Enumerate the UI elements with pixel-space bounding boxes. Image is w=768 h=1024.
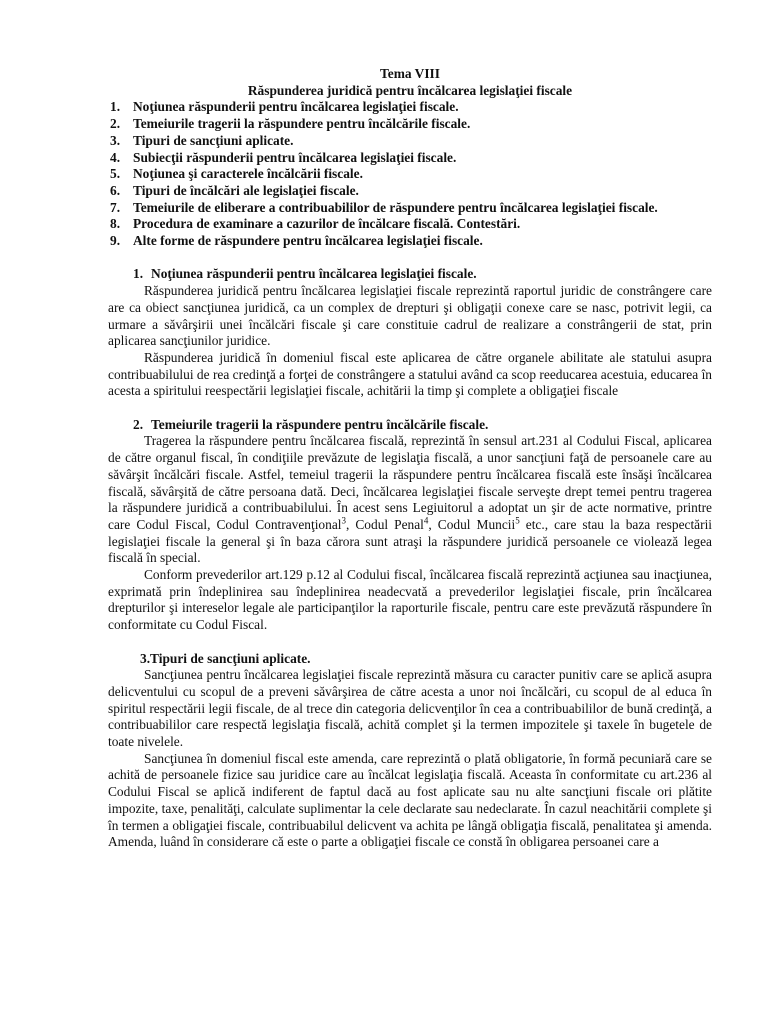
section-1-heading: [108, 266, 712, 283]
toc-item: [108, 133, 712, 150]
toc-item-number: 5.: [110, 166, 121, 182]
section-2-paragraph-1: [108, 433, 712, 567]
section-2-heading: [108, 417, 712, 434]
section-3-paragraph-1: Sancţiunea pentru încălcarea legislaţiei fiscale reprezintă măsura cu caracter punitiv care se aplică asupra delicventului cu scopul de a preveni săvârşirea de către acesta a unor noi încălcări, cu scopul de al educa în spiritul respectării legii fiscale, de al trece din categoria delicvenţilor în cea a contribuabililor de bună credinţă, a contribuabililor care respectă legislaţia fiscală, achită complet şi la termen impozitele şi taxele în bugetele de toate nivelele.: [108, 667, 712, 750]
toc-item-text: Subiecţii răspunderii pentru încălcarea legislaţiei fiscale.: [133, 149, 457, 165]
section-heading-text: Tipuri de sancţiuni aplicate.: [150, 650, 311, 666]
section-3-heading: [108, 651, 712, 668]
toc-item: [108, 183, 712, 200]
footnote-reference: 3: [341, 515, 346, 526]
toc-item-number: 9.: [110, 233, 121, 249]
toc-item-number: 6.: [110, 182, 121, 198]
paragraph-text: , Codul Muncii: [428, 516, 516, 532]
section-number: 2.: [133, 416, 144, 432]
toc-item-text: Tipuri de încălcări ale legislaţiei fiscale.: [133, 182, 359, 198]
section-number: 1.: [133, 266, 144, 282]
paragraph-text: , Codul Penal: [346, 516, 424, 532]
document-subtitle: Răspunderea juridică pentru încălcarea legislaţiei fiscale: [247, 82, 573, 98]
footnote-reference: 4: [423, 515, 429, 526]
toc-item: [108, 116, 712, 133]
topic-title: Tema VIII: [380, 66, 440, 81]
toc-item: [108, 233, 712, 250]
toc-item-text: Alte forme de răspundere pentru încălcarea legislaţiei fiscale.: [133, 233, 483, 249]
footnote-reference: 5: [515, 515, 520, 526]
toc-item: [108, 166, 712, 183]
toc-item-number: 1.: [110, 99, 121, 115]
section-heading-text: Noţiunea răspunderii pentru încălcarea legislaţiei fiscale.: [151, 266, 477, 282]
toc-item: [108, 216, 712, 233]
toc-item-text: Procedura de examinare a cazurilor de încălcare fiscală. Contestări.: [133, 216, 521, 232]
toc-item: [108, 150, 712, 167]
toc-item-text: Noţiunea răspunderii pentru încălcarea legislaţiei fiscale.: [133, 99, 459, 115]
section-number: 3.: [140, 650, 151, 666]
section-3-paragraph-2: Sancţiunea în domeniul fiscal este amenda, care reprezintă o plată obligatorie, în formă pecuniară care se achită de persoanele fizice sau juridice care au încălcat legislaţia fiscală. Aceasta în conformitate cu art.236 al Codului Fiscal se aplică indiferent de faptul dacă au fost aplicate sau nu alte sancţiuni fiscale ori plătite impozite, taxe, penalităţi, calculate suplimentar la cele declarate sau nedeclarate. În cazul neachitării complete şi în termen a obligaţiei fiscale, contribuabilul delicvent va achita pe lângă obligaţia fiscală, penalitatea şi amenda. Amenda, luând în considerare că este o parte a obligaţiei fiscale ce constă în obligarea persoanei care a: [108, 750, 712, 850]
paragraph-text: etc., care stau la baza respectării legislaţiei fiscale la general şi în baza cărora sunt atraşi la răspundere juridică persoanele ce violează legea fiscală în special.: [108, 516, 713, 566]
section-heading-text: Temeiurile tragerii la răspundere pentru încălcările fiscale.: [151, 416, 489, 432]
section-1-paragraph-2: Răspunderea juridică în domeniul fiscal este aplicarea de către organele abilitate ale statului asupra contribuabilului de rea credinţă a forţei de constrângere a statului având ca scop reeducarea acestuia, educarea în acesta a spiritului reespectării legislaţiei fiscale, achitării la timp şi complete a obligaţiei fiscale: [108, 349, 712, 399]
toc-item-number: 8.: [110, 216, 121, 232]
toc-item-number: 2.: [110, 116, 121, 132]
section-2-paragraph-2: Conform prevederilor art.129 p.12 al Codului fiscal, încălcarea fiscală reprezintă acţiunea sau inacţiunea, exprimată prin îndeplinirea sau îndeplinirea neadecvată a prevederilor legislaţiei fiscale, prin încălcarea drepturilor şi intereselor legale ale participanţilor la raporturile fiscale, pentru care este prevăzută răspundere în conformitate cu Codul Fiscal.: [108, 567, 712, 633]
toc-item-text: Temeiurile de eliberare a contribuabililor de răspundere pentru încălcarea legislaţiei fiscale.: [133, 199, 658, 215]
toc-item-text: Noţiunea şi caracterele încălcării fiscale.: [133, 166, 363, 182]
toc-item-text: Tipuri de sancţiuni aplicate.: [133, 132, 294, 148]
toc-item-text: Temeiurile tragerii la răspundere pentru încălcările fiscale.: [133, 116, 471, 132]
toc-item-number: 3.: [110, 132, 121, 148]
toc-item: [108, 99, 712, 116]
toc-item-number: 7.: [110, 199, 121, 215]
table-of-contents: [108, 99, 712, 249]
paragraph-text: Tragerea la răspundere pentru încălcarea fiscală, reprezintă în sensul art.231 al Codului Fiscal, aplicarea de către organul fiscal, în condiţiile prevăzute de legislaţia fiscală, a unor sancţiuni faţă de persoanele care au săvârşit încălcări fiscale. Astfel, temeiul tragerii la răspundere pentru încălcarea fiscală este însăşi încălcarea fiscală, săvârşită de către persoana dată. Deci, încălcarea legislaţiei fiscale serveşte drept temei pentru tragerea la răspundere juridică a contribuabilului. În acest sens Legiuitorul a adoptat un şir de acte normative, printre care Codul Fiscal, Codul Contravenţional: [108, 433, 712, 532]
toc-item-number: 4.: [110, 149, 121, 165]
toc-item: [108, 200, 712, 217]
section-1-paragraph-1: Răspunderea juridică pentru încălcarea legislaţiei fiscale reprezintă raportul juridic de constrângere care are ca obiect sancţiunea juridică, ca un complex de drepturi şi obligaţii conexe care se nasc, potrivit legii, ca urmare a săvârşirii unei încălcări fiscale şi care constituie cadrul de realizare a constrângerii de stat, prin aplicarea sancţiunilor juridice.: [108, 283, 712, 349]
